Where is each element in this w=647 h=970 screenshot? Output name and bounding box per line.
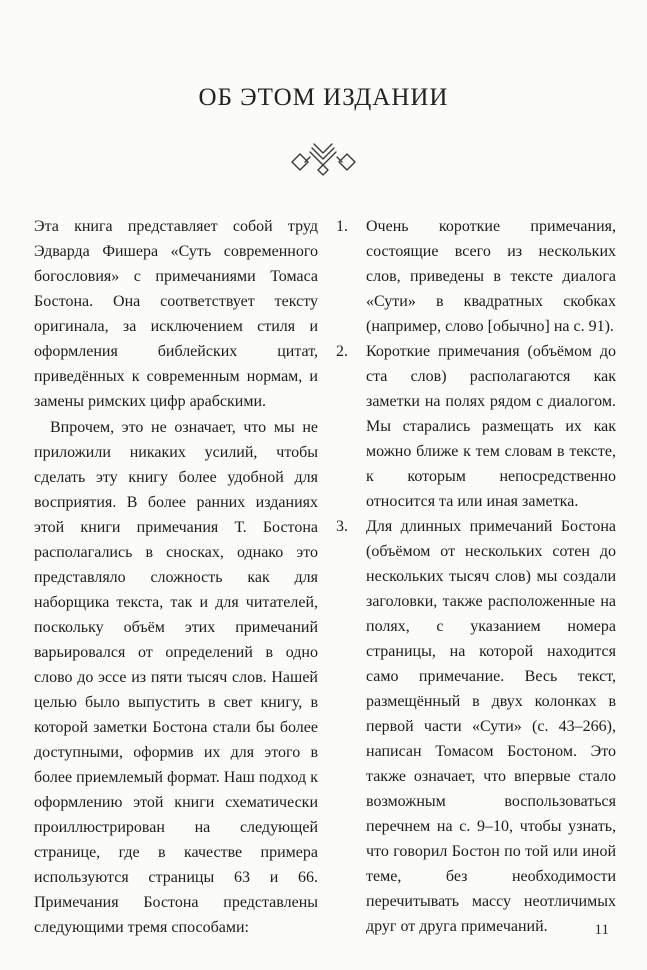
decorative-knot-ornament-icon xyxy=(290,140,357,180)
list-item xyxy=(336,514,616,939)
list-item-text: Очень короткие примечания, состоящие всего из нескольких слов, приведены в тексте диалога «Сути» в квадратных скобках (например, слово [обычно] на с. 91). xyxy=(366,218,616,335)
left-column xyxy=(34,214,318,940)
page-title: ОБ ЭТОМ ИЗДАНИИ xyxy=(198,84,449,111)
list-item-text: Короткие примечания (объёмом до ста слов) располагаются как заметки на полях рядом с диалогом. Мы старались размещать их как можно ближе к тем словам в тексте, к которым непосредственно относится та или иная заметка. xyxy=(366,343,616,510)
approach-paragraph: Впрочем, это не означает, что мы не приложили никаких усилий, чтобы сделать эту книгу более удобной для восприятия. В более ранних изданиях этой книги примечания Т. Бостона располагались в сносках, однако это представляло сложность как для наборщика текста, так и для читателей, поскольку объём этих примечаний варьировался от определений в одно слово до эссе из пяти тысяч слов. Нашей целью было выпустить в свет книгу, в которой заметки Бостона стали бы более доступными, оформив их для этого в более приемлемый формат. Наш подход к оформлению этой книги схематически проиллюстрирован на следующей странице, где в качестве примера используются страницы 63 и 66. Примечания Бостона представлены следующими тремя способами: xyxy=(34,419,318,936)
list-item-number: 2. xyxy=(336,343,348,360)
page-number: 11 xyxy=(594,922,609,938)
list-item-text: Для длинных примечаний Бостона (объёмом от нескольких сотен до нескольких тысяч слов) мы создали заголовки, также расположенные на полях, с указанием номера страницы, на которой находится само примечание. Весь текст, размещённый в двух колонках в первой части «Сути» (с. 43–266), написан Томасом Бостоном. Это также означает, что впервые стало возможным воспользоваться перечнем на с. 9–10, чтобы узнать, что говорил Бостон по той или иной теме, без необходимости перечитывать массу неотличимых друг от друга примечаний. xyxy=(366,518,616,935)
list-item xyxy=(336,339,616,514)
list-item xyxy=(336,214,616,339)
list-item-number: 3. xyxy=(336,518,348,535)
list-item-number: 1. xyxy=(336,218,348,235)
intro-paragraph: Эта книга представляет собой труд Эдварда Фишера «Суть современного богословия» с примечаниями Томаса Бостона. Она соответствует тексту оригинала, за исключением стиля и оформления библейских цитат, приведённых к современным нормам, и замены римских цифр арабскими. xyxy=(34,218,318,410)
notes-methods-list xyxy=(336,214,616,939)
right-column xyxy=(336,214,616,939)
